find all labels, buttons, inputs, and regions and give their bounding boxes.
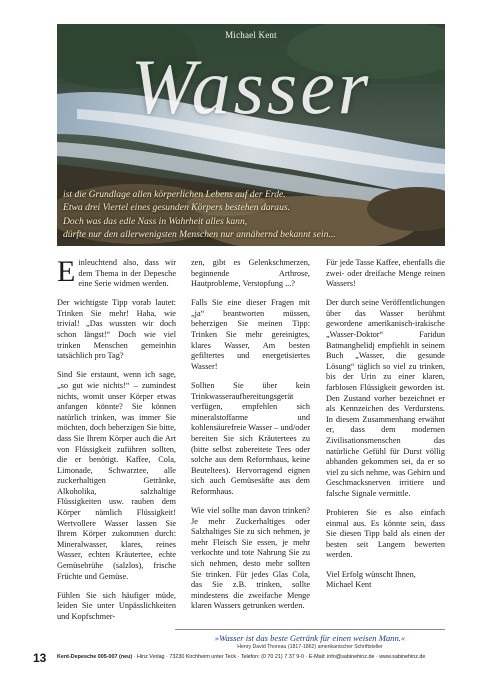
intro-line: dürfte nur den allerwenigsten Menschen nur annähernd bekannt sein... bbox=[63, 229, 336, 241]
footer-text bbox=[57, 654, 425, 660]
quote-attribution: Henry David Thoreau (1817-1862) amerikanischer Schriftsteller bbox=[237, 644, 383, 650]
paragraph: Sind Sie erstaunt, wenn ich sage, „so gut wie nichts!“ – zumindest nichts, womit unser Körper etwas anfangen könnte? Sie können natürlich trinken, was immer Sie möchten, doch beherzigen Sie bitte, dass Sie Ihrem Körper auch die Art von Flüssigkeit zuführen sollten, die er benötigt. Kaffee, Cola, Limonade, Schwarztee, alle zuckerhaltigen Getränke, Alkoholika, salzhaltige Flüssigkeiten usw. rauben dem Körper nämlich Flüssigkeit! Wertvollere Wasser lassen Sie Ihrem Körper zukommen durch: Mineralwasser, klares, reines Wasser, echten Kräutertee, echte Gemüsebrühe (salzlos), frische Früchte und Gemüse. bbox=[57, 370, 176, 581]
paragraph: Viel Erfolg wünscht Ihnen, bbox=[326, 569, 416, 579]
paragraph: zen, gibt es Gelenkschmerzen, beginnende Arthrose, Hautprobleme, Verstopfung ...? bbox=[191, 258, 310, 289]
paragraph: Einleuchtend also, dass wir dem Thema in der Depesche eine Serie widmen werden. bbox=[57, 255, 176, 289]
pull-quote bbox=[175, 629, 445, 650]
author-name: Michael Kent bbox=[225, 30, 277, 40]
page-title: Wasser bbox=[130, 43, 372, 130]
intro-line: Etwa drei Viertel eines gesunden Körpers bestehen daraus. bbox=[63, 202, 291, 214]
intro-line: ist die Grundlage allen körperlichen Lebens auf der Erde. bbox=[63, 189, 286, 200]
paragraph: Probieren Sie es also einfach einmal aus. Es könnte sein, dass Sie diesen Tipp bald als einen der besten seit Langem bewerten werden. bbox=[326, 508, 445, 560]
quote-text: »Wasser ist das beste Getränk für einen weisen Mann.« bbox=[214, 633, 406, 643]
paragraph: Sollten Sie über kein Trinkwasseraufbereitungsgerät verfügen, empfehlen sich mineralstoffarme und kohlensäurefreie Wasser – und/oder bereiten Sie sich Kräutertees zu (bitte selbst zubereitete Tees oder solche aus dem Reformhaus, keine Beuteltees). Hervorragend eignen sich auch Gemüsesäfte aus dem Reformhaus. bbox=[191, 380, 310, 496]
page-footer bbox=[33, 651, 447, 665]
signature-name: Michael Kent bbox=[326, 580, 372, 590]
drop-cap: E bbox=[57, 255, 76, 288]
paragraph: Fühlen Sie sich häufiger müde, leiden Sie unter Unpässlichkeiten und Kopfschmer- bbox=[57, 590, 176, 621]
paragraph: Falls Sie eine dieser Fragen mit „ja“ beantworten müssen, beherzigen Sie meinen Tipp: Trinken Sie mehr gereinigtes, klares Wasser, Am besten gefiltertes und energetisiertes Wasser! bbox=[191, 298, 310, 371]
publication-name: Kent-Depesche 005-007 (neu) bbox=[57, 654, 133, 660]
intro-text bbox=[63, 188, 441, 242]
column-1 bbox=[57, 255, 176, 631]
article-body bbox=[57, 255, 445, 623]
hero-image bbox=[57, 24, 445, 246]
intro-line: Doch was das edle Nass in Wahrheit alles kann, bbox=[63, 215, 248, 227]
column-2 bbox=[191, 258, 310, 620]
paragraph: Für jede Tasse Kaffee, ebenfalls die zwei- oder dreifache Menge reinen Wassers! bbox=[326, 258, 445, 289]
page-number: 13 bbox=[33, 651, 47, 665]
paragraph: Wie viel sollte man davon trinken? Je mehr Zuckerhaltiges oder Salzhaltiges Sie zu sich nehmen, je mehr Fleisch Sie essen, je mehr verkochte und tote Nahrung Sie zu sich nehmen, desto mehr sollten Sie trinken. Für jedes Glas Cola, das Sie z.B. trinken, sollte mindestens die zweifache Menge klaren Wassers getrunken werden. bbox=[191, 505, 310, 611]
paragraph: Der wichtigste Tipp vorab lautet: Trinken Sie mehr! Haha, wie trivial! „Das wussten wir doch schon längst!“ Doch wie viel trinken Menschen gemeinhin tatsächlich pro Tag? bbox=[57, 298, 176, 361]
publisher-details: · Hinz Verlag · 73230 Kirchheim unter Teck · Telefon: (0 70 21) 7 37 9-0 · E-Mail: info@sabinehinz.de · www.sabinehinz.de bbox=[132, 654, 426, 660]
paragraph: Der durch seine Veröffentlichungen über das Wasser berühmt gewordene amerikanisch-irakische „Wasser-Doktor“ Faridun Batmanghelidj empfiehlt in seinem Buch „Wasser, die gesunde Lösung“ täglich so viel zu trinken, bis der Urin zu einer klaren, farblosen Flüssigkeit geworden ist. Den Zustand vorher bezeichnet er als Kennzeichen des Verdurstens. In diesem Zusammenhang erwähnt er, dass dem modernen Zivilisationsmenschen das natürliche Gefühl für Durst völlig abhanden gekommen sei, da er so viel zu sich nehme, was Gehirn und Geschmacksnerven irritiere und falsche Signale vermittle. bbox=[326, 298, 445, 498]
column-3 bbox=[326, 258, 445, 599]
